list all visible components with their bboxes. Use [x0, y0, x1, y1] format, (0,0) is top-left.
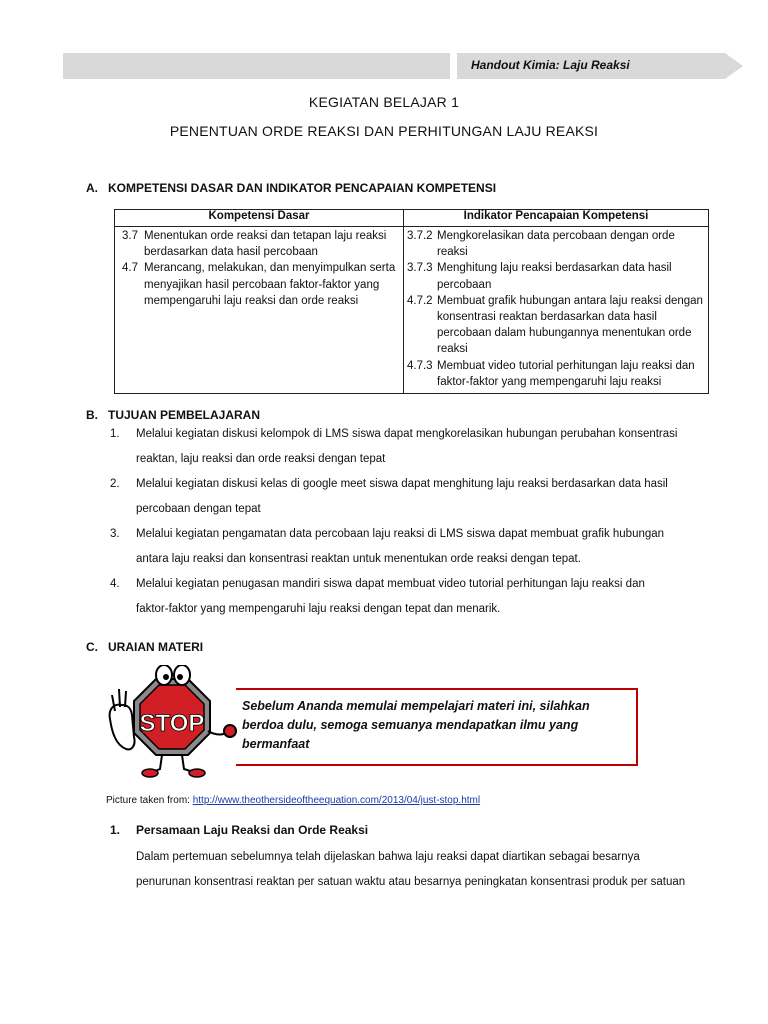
header-tag	[457, 53, 725, 79]
subsection-1-num: 1.	[110, 823, 121, 837]
ipk-item	[407, 358, 705, 390]
credit-label: Picture taken from:	[106, 795, 193, 806]
ipk-text: Menghitung laju reaksi berdasarkan data hasil percobaan	[437, 262, 672, 291]
kd-text: Menentukan orde reaksi dan tetapan laju reaksi berdasarkan data hasil percobaan	[144, 230, 387, 259]
section-a-title: KOMPETENSI DASAR DAN INDIKATOR PENCAPAIAN KOMPETENSI	[108, 181, 497, 195]
kd-item	[118, 228, 400, 260]
item-text: Melalui kegiatan diskusi kelompok di LMS siswa dapat mengkorelasikan hubungan perubahan konsentrasi reaktan, laju reaksi dan orde reaksi dengan tepat	[136, 428, 678, 465]
kd-cell	[115, 227, 404, 394]
col-header-ipk: Indikator Pencapaian Kompetensi	[404, 210, 709, 227]
notice-text: Sebelum Ananda memulai mempelajari materi ini, silahkan berdoa dulu, semoga semuanya mendapatkan ilmu yang bermanfaat	[242, 699, 590, 751]
table-header-row	[115, 210, 709, 227]
kd-num: 4.7	[122, 262, 138, 275]
col-header-kd: Kompetensi Dasar	[115, 210, 404, 227]
kd-text: Merancang, melakukan, dan menyimpulkan serta menyajikan hasil percobaan faktor-faktor yang mempengaruhi laju reaksi dan orde reaksi	[144, 262, 396, 307]
picture-credit	[106, 795, 480, 806]
stop-text: STOP	[139, 710, 205, 737]
subsection-1-heading	[110, 823, 368, 837]
section-b-title: TUJUAN PEMBELAJARAN	[108, 408, 261, 422]
section-b-letter: B.	[86, 408, 98, 422]
stop-sign-illustration	[104, 665, 240, 778]
ipk-item	[407, 293, 705, 358]
header-title: Handout Kimia: Laju Reaksi	[471, 58, 630, 72]
ipk-num: 4.7.3	[407, 359, 433, 372]
lesson-title: PENENTUAN ORDE REAKSI DAN PERHITUNGAN LAJU REAKSI	[169, 123, 599, 139]
ipk-text: Membuat grafik hubungan antara laju reaksi dengan konsentrasi reaktan berdasarkan data hasil percobaan dalam hubungannya menentukan orde reaksi	[437, 294, 703, 356]
section-c-title: URAIAN MATERI	[108, 640, 204, 654]
section-c-heading	[86, 640, 203, 654]
item-num: 4.	[110, 578, 120, 590]
list-item	[110, 422, 680, 472]
kd-item	[118, 260, 400, 309]
body-paragraph: Dalam pertemuan sebelumnya telah dijelaskan bahwa laju reaksi dapat diartikan sebagai besarnya penurunan konsentrasi reaktan per satuan waktu atau besarnya peningkatan konsentrasi produk per satuan	[136, 851, 686, 888]
activity-title: KEGIATAN BELAJAR 1	[308, 94, 460, 110]
item-num: 3.	[110, 528, 120, 540]
list-item	[110, 522, 680, 572]
ipk-item	[407, 228, 705, 260]
section-b-heading	[86, 408, 260, 422]
credit-link[interactable]: http://www.theothersideoftheequation.com/2013/04/just-stop.html	[192, 795, 481, 806]
kd-num: 3.7	[122, 230, 138, 242]
item-num: 1.	[110, 428, 120, 440]
section-c-letter: C.	[86, 640, 98, 654]
ipk-item	[407, 260, 705, 292]
list-item	[110, 572, 680, 622]
item-text: Melalui kegiatan diskusi kelas di google meet siswa dapat menghitung laju reaksi berdasarkan data hasil percobaan dengan tepat	[136, 478, 668, 515]
subsection-1-title: Persamaan Laju Reaksi dan Orde Reaksi	[136, 823, 369, 837]
item-text: Melalui kegiatan pengamatan data percobaan laju reaksi di LMS siswa dapat membuat grafik hubungan antara laju reaksi dan konsentrasi reaktan untuk menentukan orde reaksi dengan tepat.	[136, 528, 665, 565]
ipk-text: Membuat video tutorial perhitungan laju reaksi dan faktor-faktor yang mempengaruhi laju reaksi	[437, 359, 695, 388]
header-bar	[63, 53, 450, 79]
section-a-heading	[86, 181, 496, 195]
objectives-list	[110, 422, 680, 622]
ipk-num: 4.7.2	[407, 294, 433, 307]
ipk-cell	[404, 227, 709, 394]
stop-sign-icon	[104, 665, 240, 778]
item-text: Melalui kegiatan penugasan mandiri siswa dapat membuat video tutorial perhitungan laju reaksi dan faktor-faktor yang mempengaruhi laju reaksi dengan tepat dan menarik.	[136, 578, 645, 615]
item-num: 2.	[110, 478, 120, 490]
notice-box	[236, 688, 638, 766]
section-a-letter: A.	[86, 181, 98, 195]
ipk-num: 3.7.2	[407, 230, 433, 242]
competency-table	[114, 209, 709, 394]
table-row	[115, 227, 709, 394]
ipk-num: 3.7.3	[407, 262, 433, 275]
ipk-text: Mengkorelasikan data percobaan dengan orde reaksi	[437, 230, 675, 259]
list-item	[110, 472, 680, 522]
